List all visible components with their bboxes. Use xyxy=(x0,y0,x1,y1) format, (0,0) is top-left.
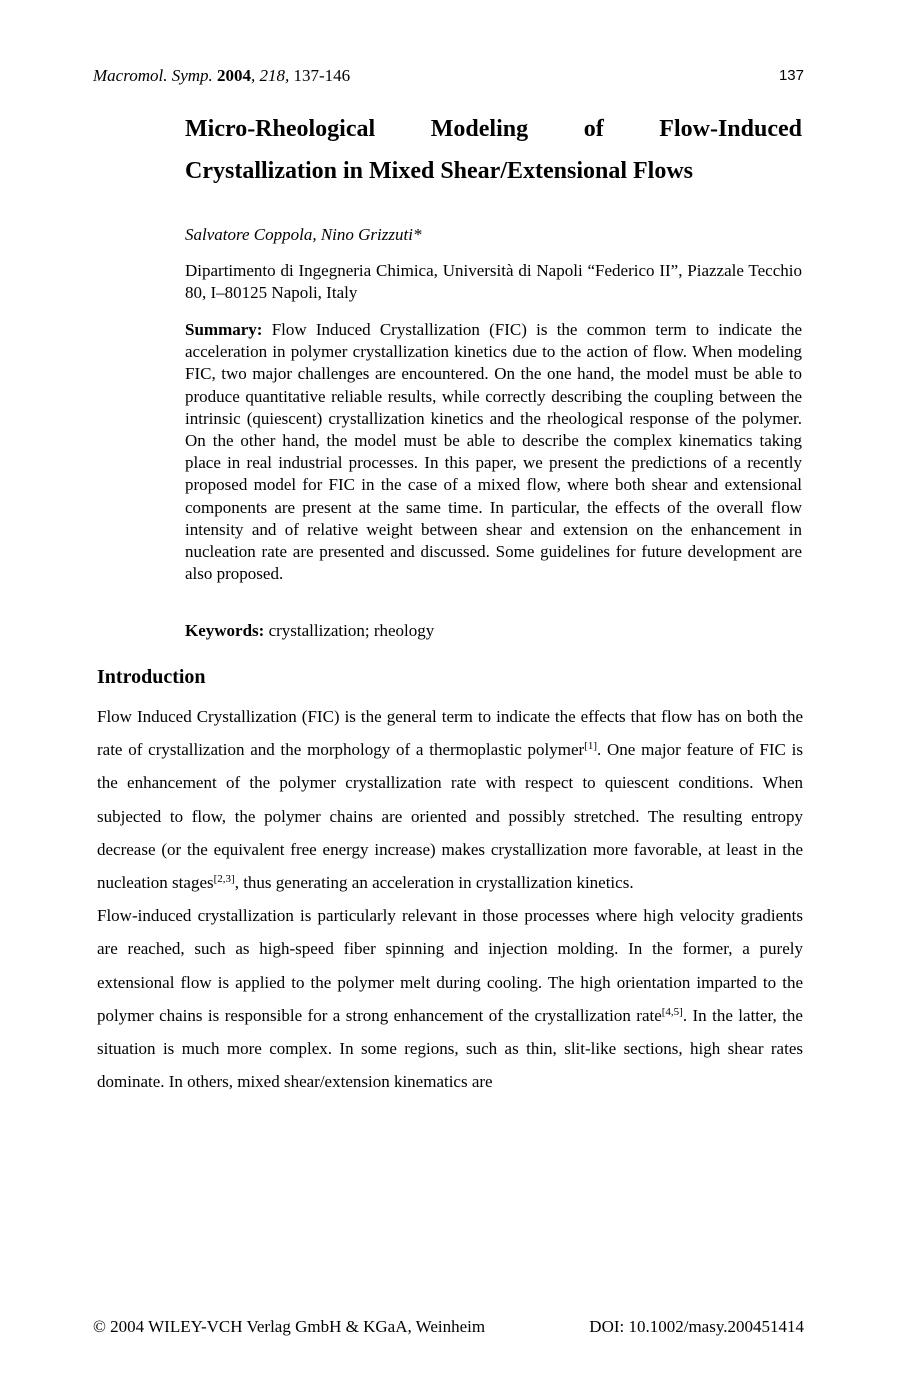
journal-name: Macromol. Symp. xyxy=(93,66,213,85)
affiliation: Dipartimento di Ingegneria Chimica, Università di Napoli “Federico II”, Piazzale Tecchio 80, I–80125 Napoli, Italy xyxy=(185,261,802,302)
keywords-text: crystallization; rheology xyxy=(268,621,435,640)
body-text xyxy=(97,700,803,1098)
summary-text: Flow Induced Crystallization (FIC) is the common term to indicate the acceleration in polymer crystallization kinetics due to the action of flow. When modeling FIC, two major challenges are encountered. On the one hand, the model must be able to produce quantitative reliable results, while correctly describing the coupling between the intrinsic (quiescent) crystallization kinetics and the rheological response of the polymer. On the other hand, the model must be able to describe the complex kinematics taking place in real industrial processes. In this paper, we present the predictions of a recently proposed model for FIC in the case of a mixed flow, where both shear and extensional components are present at the same time. In particular, the effects of the overall flow intensity and of relative weight between shear and extension on the enhancement in nucleation rate are presented and discussed. Some guidelines for future development are also proposed. xyxy=(185,320,803,584)
title-word: Flow-Induced xyxy=(659,116,802,142)
paragraph xyxy=(97,700,803,899)
citation-ref[interactable]: [2,3] xyxy=(213,873,235,886)
title-word: Modeling xyxy=(430,116,529,142)
text-run: . One major feature of FIC is the enhancement of the polymer crystallization rate with respect to quiescent conditions. When subjected to flow, the polymer chains are oriented and possibly stretched. The resulting entropy decrease (or the equivalent free energy increase) makes crystallization more favorable, at least in the nucleation stages xyxy=(97,740,803,893)
journal-year: 2004 xyxy=(217,66,252,85)
page-number: 137 xyxy=(778,67,804,84)
citation-ref[interactable]: [4,5] xyxy=(661,1005,683,1018)
title-line-2: Crystallization in Mixed Shear/Extensional Flows xyxy=(185,158,694,184)
section-heading-introduction: Introduction xyxy=(97,666,206,688)
citation-ref[interactable]: [1] xyxy=(584,740,597,753)
journal-pages: 137-146 xyxy=(293,66,351,85)
summary-label: Summary: xyxy=(185,320,263,339)
footer-doi: DOI: 10.1002/masy.200451414 xyxy=(589,1317,804,1336)
journal-citation: Macromol. Symp. 2004, 218, 137-146 xyxy=(93,66,351,85)
text-run: , thus generating an acceleration in crystallization kinetics. xyxy=(234,873,634,893)
keywords-label: Keywords: xyxy=(185,621,265,640)
authors: Salvatore Coppola, Nino Grizzuti* xyxy=(185,225,422,244)
footer-copyright: © 2004 WILEY-VCH Verlag GmbH & KGaA, Weinheim xyxy=(93,1317,486,1336)
title-word: Micro-Rheological xyxy=(185,116,376,142)
journal-volume: 218 xyxy=(259,66,286,85)
paragraph xyxy=(97,899,803,1098)
title-line-1 xyxy=(185,116,802,143)
text-run: Flow Induced Crystallization (FIC) is the general term to indicate the effects that flow has on both the rate of crystallization and the morphology of a thermoplastic polymer xyxy=(97,707,803,760)
summary xyxy=(185,319,802,585)
text-run: . In the latter, the situation is much more complex. In some regions, such as thin, slit-like sections, high shear rates dominate. In others, mixed shear/extension kinematics are xyxy=(97,1005,803,1092)
title-word: of xyxy=(583,116,604,142)
keywords xyxy=(185,621,434,641)
text-run: Flow-induced crystallization is particularly relevant in those processes where high velocity gradients are reached, such as high-speed fiber spinning and injection molding. In the former, a purely extensional flow is applied to the polymer melt during cooling. The high orientation imparted to the polymer chains is responsible for a strong enhancement of the crystallization rate xyxy=(97,906,803,1025)
